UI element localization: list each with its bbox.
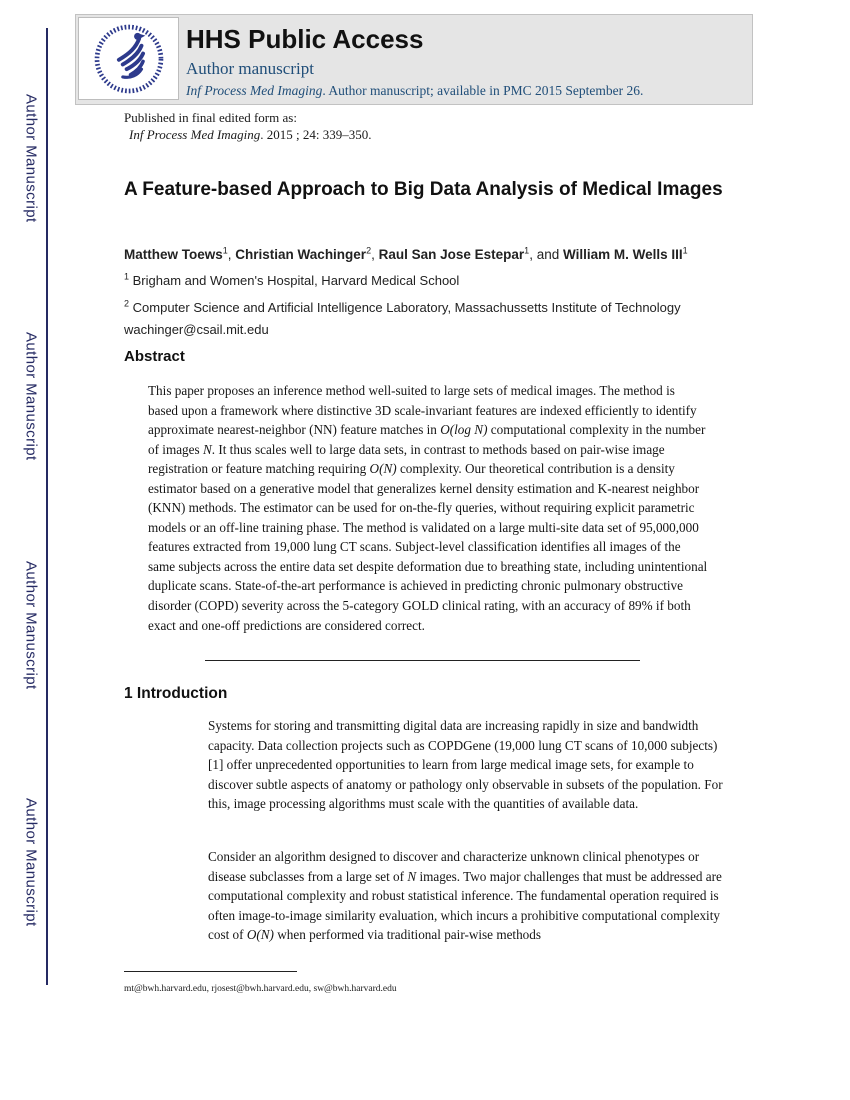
header-title: HHS Public Access xyxy=(186,24,424,54)
affiliation-1 xyxy=(124,271,769,290)
header-subtitle-link: Author manuscript xyxy=(186,59,314,78)
abstract-text-segment: computational complexity in the number of images xyxy=(148,422,706,457)
affiliation-2 xyxy=(124,298,769,317)
sidebar-watermark-author-manuscript: Author Manuscript xyxy=(22,331,40,461)
intro-text-segment: images. Two major challenges that must be addressed are computational complexity and robust statistical inference. The fundamental operation required is often image-to-image similarity evaluation, which incurs a prohibitive computational complexity cost of xyxy=(208,868,722,943)
author-name: William M. Wells III xyxy=(562,247,683,262)
availability-text: . Author manuscript; available in PMC 2015 September 26. xyxy=(322,83,644,98)
sidebar-watermark-author-manuscript: Author Manuscript xyxy=(22,797,40,927)
author-separator: , and xyxy=(529,247,563,262)
affiliation-marker: 2 xyxy=(124,298,130,309)
journal-name: Inf Process Med Imaging xyxy=(129,127,261,142)
author-name: Raul San Jose Estepar xyxy=(378,247,525,262)
citation-prefix: Published in final edited form as: xyxy=(124,110,297,125)
author-affiliation-marker: 1 xyxy=(524,245,530,256)
intro-text-segment: when performed via traditional pair-wise methods xyxy=(273,927,542,943)
author-separator: , xyxy=(371,247,379,262)
author-name: Matthew Toews xyxy=(124,247,223,262)
math-term: N xyxy=(202,441,212,457)
math-term: O(N) xyxy=(369,461,397,477)
article-title: A Feature-based Approach to Big Data Analysis of Medical Images xyxy=(124,179,723,200)
abstract-text xyxy=(148,381,708,635)
affiliation-text: Brigham and Women's Hospital, Harvard Medical School xyxy=(132,273,460,288)
abstract-text-segment: This paper proposes an inference method well-suited to large sets of medical images. The method is based upon a framework where distinctive 3D scale-invariant features are indexed efficiently to identify approximate nearest-neighbor (NN) feature matches in xyxy=(148,383,697,438)
abstract-text-segment: complexity. Our theoretical contribution is a density estimator based on a generative model that generalizes kernel density estimation and K-nearest neighbor (KNN) methods. The estimator can be used for on-the-fly queries, without requiring explicit parametric models or an off-line training phase. The method is validated on a large multi-site data set of 95,000,000 features extracted from 19,000 lung CT scans. Subject-level classification identifies all images of the same subjects across the entire data set despite deformation due to breathing state, including unintentional duplicate scans. State-of-the-art performance is achieved in predicting chronic pulmonary obstructive disorder (COPD) severity across the 5-category GOLD clinical rating, with an accuracy of 89% if both exact and one-off predictions are considered correct. xyxy=(148,461,708,633)
citation-reference xyxy=(124,126,372,143)
author-name: Christian Wachinger xyxy=(235,247,367,262)
intro-paragraph-1: Systems for storing and transmitting digital data are increasing rapidly in size and bandwidth capacity. Data collection projects such as COPDGene (19,000 lung CT scans of 10,000 subjects) [1] offer unprecedented opportunities to learn from large medical image sets, for example to discover subtle aspects of anatomy or pathology only observable in subsets of the population. For this, image processing algorithms must scale with the quantities of available data. xyxy=(208,718,723,812)
intro-text-segment: Consider an algorithm designed to discover and characterize unknown clinical phenotypes or disease subclasses from a large set of xyxy=(208,849,700,884)
journal-name: Inf Process Med Imaging xyxy=(186,83,323,98)
sidebar-watermark-author-manuscript: Author Manuscript xyxy=(22,93,40,223)
hhs-seal-icon xyxy=(78,17,179,100)
affiliation-marker: 1 xyxy=(124,271,130,282)
citation-block xyxy=(124,109,372,143)
abstract-text-segment: . It thus scales well to large data sets, in contrast to methods based on pair-wise image registration or feature matching requiring xyxy=(148,441,665,477)
hhs-header-banner xyxy=(75,14,753,105)
author-affiliation-marker: 1 xyxy=(682,245,688,256)
citation-volume-pages: . 2015 ; 24: 339–350. xyxy=(260,127,372,142)
author-affiliation-marker: 1 xyxy=(222,245,228,256)
sidebar-divider-line xyxy=(46,28,48,985)
abstract-end-divider xyxy=(205,660,640,661)
author-list xyxy=(124,247,764,262)
footnote-emails: mt@bwh.harvard.edu, rjosest@bwh.harvard.edu, sw@bwh.harvard.edu xyxy=(124,984,397,994)
intro-paragraph-2 xyxy=(208,847,732,945)
header-availability-line xyxy=(186,83,643,99)
abstract-heading: Abstract xyxy=(124,348,185,365)
author-affiliation-marker: 2 xyxy=(366,245,372,256)
affiliation-text: Computer Science and Artificial Intelligence Laboratory, Massachussetts Institute of Technology xyxy=(132,300,681,315)
sidebar-watermark-author-manuscript: Author Manuscript xyxy=(22,560,40,690)
math-term: O(N) xyxy=(246,927,274,943)
math-term: O(log N) xyxy=(440,422,488,438)
math-term: N xyxy=(407,868,417,884)
contact-email: wachinger@csail.mit.edu xyxy=(124,322,269,337)
section-heading-introduction: 1 Introduction xyxy=(124,685,228,702)
author-separator: , xyxy=(227,247,236,262)
footnote-divider xyxy=(124,971,297,972)
